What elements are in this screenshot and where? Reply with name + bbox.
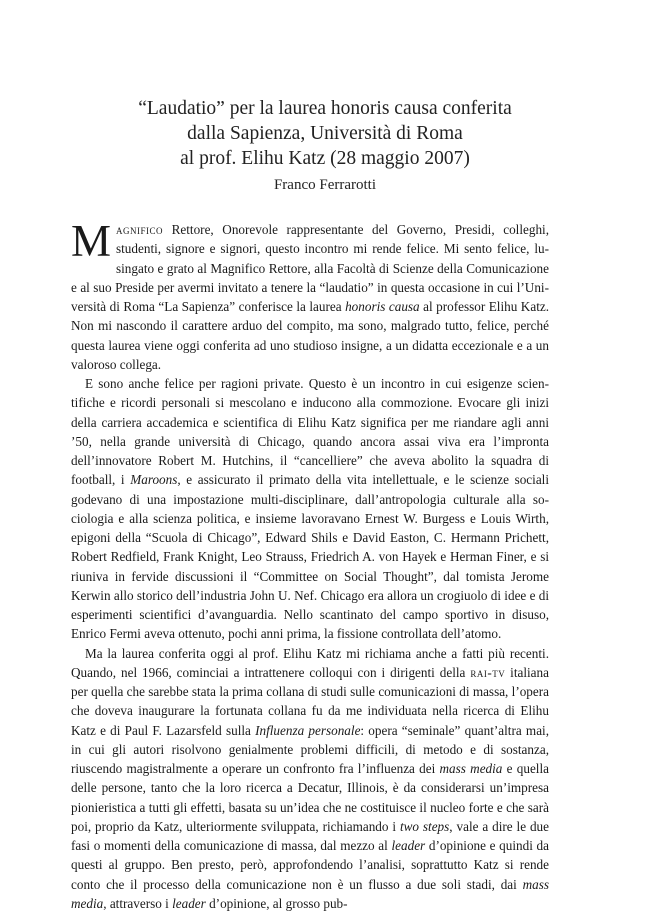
paragraph-2-italic-1: Maroons <box>130 472 178 488</box>
paragraph-3-text-d: e quella delle persone, tanto che la loro ricerca a Decatur, Illinois, è da considerarsi un’impresa pionieristica a tutti gli effetti, basata su un’idea che ne costituisce il nucleo forte e che sarà poi, proprio da Katz, ulteriormente sviluppata, richiamando i <box>71 761 549 834</box>
paragraph-3-italic-6: leader <box>172 895 206 911</box>
title-line-3: al prof. Elihu Katz (28 maggio 2007) <box>180 148 470 169</box>
paragraph-3-italic-5: mass media <box>71 876 549 911</box>
title-line-2: dalla Sapienza, Università di Roma <box>187 123 463 144</box>
lead-in-smallcaps: agnifico <box>116 222 164 237</box>
paragraph-2 <box>71 374 549 644</box>
paragraph-1 <box>71 216 550 374</box>
paragraph-2-text-b: , e assicurato il primato della vita intellettuale, e le scienze sociali godevano di una impostazione multi-disciplinare, dall’antropologia culturale alla sociologia e alla scienza politica, e insieme lavoravano Ernest W. Burgess e Louis Wirth, epigoni della “Scuola di Chicago”, Edward Shils e David Easton, C. Hermann Prichett, Robert Redfield, Frank Knight, Leo Strauss, Friedrich A. von Hayek e Herman Finer, e si riuniva in fervide discussioni il “Committee on Social Thought”, dal tomista Jerome Kerwin allo storico dell’industria John U. Nef. Chicago era allora un crogiuolo di idee e di esperimenti scientifici d’avanguardia. Nello scantinato del campo sportivo in disuso, Enrico Fermi aveva ottenuto, pochi anni prima, la fissione controllata dell’atomo. <box>71 472 549 642</box>
paragraph-3-italic-1: Influenza personale <box>255 722 361 738</box>
paragraph-3-text-c: : opera “seminale” quant’altra mai, in cui gli autori risolvono genialmente problemi difficili, di metodo e di sostanza, riuscendo magistralmente a operare un confronto fra l’influenza dei <box>71 722 550 776</box>
paragraph-1-text-b: al professor Elihu Katz. Non mi nascondo il carattere arduo del compito, ma sono, malgrado tutto, felice, perché questa laurea viene oggi conferita ad uno studioso insigne, a un didatta eccezionale e a un valoroso collega. <box>71 299 550 372</box>
paragraph-3-text-e: , vale a dire le due fasi o momenti della comunicazione di massa, dal mezzo al <box>71 818 549 853</box>
drop-cap: M <box>71 216 112 266</box>
paragraph-3-text-h: d’opinione, al grosso pub- <box>205 895 348 911</box>
paragraph-1-italic-1: honoris causa <box>345 299 420 314</box>
paragraph-3-text-g: , attraverso i <box>103 895 173 911</box>
paragraph-3-text-a: Ma la laurea conferita oggi al prof. Elihu Katz mi richiama anche a fatti più recenti. Quando, nel 1966, cominciai a intrattenere colloqui con i dirigenti della <box>71 645 549 680</box>
paragraph-3-smallcaps-1: rai-tv <box>470 664 506 680</box>
article-title <box>90 96 560 171</box>
author-name: Franco Ferrarotti <box>273 177 377 193</box>
paragraph-3-italic-3: two steps <box>399 818 450 834</box>
article-body <box>71 216 550 913</box>
paragraph-2-text-a: E sono anche felice per ragioni private. Questo è un incontro in cui esigenze scientifiche e ricordi personali si mescolano e inducono alla commozione. Evocare gli inizi della carriera accademica e scientifica di Elihu Katz significa per me riandare agli anni ’50, nella grande università di Chicago, quando ancora assai viva era l’impronta dell’innovatore Robert M. Hutchins, il “cancelliere” che aveva abolito la squadra di football, i <box>71 376 549 488</box>
paragraph-1-text-a: Rettore, Onorevole rappresentante del Governo, Presidi, colleghi, studenti, signore e signori, questo incontro mi rende felice. Mi sento felice, lusingato e grato al Magnifico Rettore, alla Facoltà di Scienze della Comunicazione e al suo Preside per avermi invitato a tenere la “laudatio” in questa occasione in cui l’Università di Roma “La Sapienza” conferisce la laurea <box>71 222 549 314</box>
paragraph-3-italic-4: leader <box>391 838 426 853</box>
paragraph-3-text-f: d’opinione e quindi da questi al gruppo. Ben presto, però, approfondendo l’analisi, soprattutto Katz si rende conto che il processo della comunicazione non è un flusso a due soli stadi, dai <box>71 838 549 892</box>
title-line-1: “Laudatio” per la laurea honoris causa conferita <box>138 98 512 119</box>
paragraph-3 <box>71 644 549 914</box>
paragraph-3-italic-2: mass media <box>439 761 503 776</box>
paragraph-3-text-b: italiana per quella che sarebbe stata la prima collana di studi sulle comunicazioni di massa, l’opera che doveva inaugurare la fortunata collana fu da me individuata nella ricerca di Elihu Katz e di Paul F. Lazarsfeld sulla <box>71 664 549 738</box>
